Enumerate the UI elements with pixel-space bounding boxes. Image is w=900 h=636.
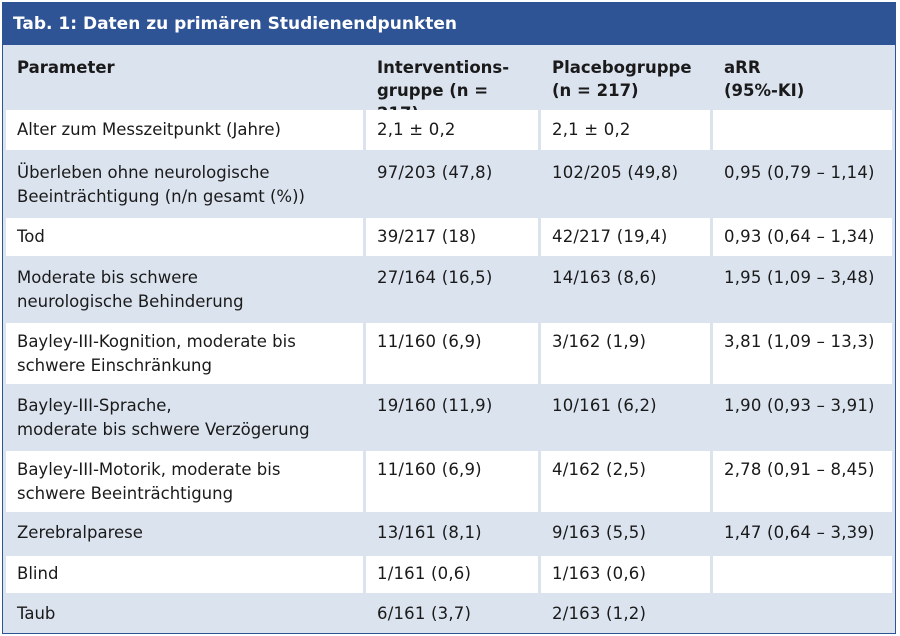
cell-placebo: 4/162 (2,5) xyxy=(541,451,710,512)
cell-placebo: 3/162 (1,9) xyxy=(541,323,710,384)
cell-placebo: 2/163 (1,2) xyxy=(541,596,710,632)
table-row xyxy=(3,218,895,256)
table-row xyxy=(3,259,895,320)
cell-placebo: 1/163 (0,6) xyxy=(541,556,710,593)
cell-arr: 1,47 (0,64 – 3,39) xyxy=(713,515,892,553)
cell-parameter: Tod xyxy=(6,218,363,256)
cell-parameter: Bayley-III-Kognition, moderate bis schwere Einschränkung xyxy=(6,323,363,384)
cell-arr: 0,95 (0,79 – 1,14) xyxy=(713,153,892,215)
cell-arr: 0,93 (0,64 – 1,34) xyxy=(713,218,892,256)
cell-arr: 3,81 (1,09 – 13,3) xyxy=(713,323,892,384)
cell-parameter: Taub xyxy=(6,596,363,632)
table-row xyxy=(3,153,895,215)
cell-parameter: Moderate bis schwere neurologische Behinderung xyxy=(6,259,363,320)
header-arr: aRR (95%-KI) xyxy=(713,45,892,107)
cell-intervention: 27/164 (16,5) xyxy=(366,259,538,320)
cell-placebo: 2,1 ± 0,2 xyxy=(541,110,710,150)
table-title: Tab. 1: Daten zu primären Studienendpunkten xyxy=(3,3,895,45)
header-placebo-group: Placebogruppe (n = 217) xyxy=(541,45,710,107)
cell-arr: 2,78 (0,91 – 8,45) xyxy=(713,451,892,512)
cell-parameter: Bayley-III-Sprache, moderate bis schwere Verzögerung xyxy=(6,387,363,448)
cell-placebo: 10/161 (6,2) xyxy=(541,387,710,448)
cell-intervention: 11/160 (6,9) xyxy=(366,451,538,512)
table-frame xyxy=(2,2,896,634)
cell-intervention: 2,1 ± 0,2 xyxy=(366,110,538,150)
cell-intervention: 97/203 (47,8) xyxy=(366,153,538,215)
table-row xyxy=(3,515,895,553)
table-row xyxy=(3,451,895,512)
table-row xyxy=(3,556,895,593)
cell-placebo: 42/217 (19,4) xyxy=(541,218,710,256)
header-intervention-group: Interventions- gruppe (n = xyxy=(366,45,538,107)
header-parameter: Parameter xyxy=(6,45,363,107)
table-header-row xyxy=(3,45,895,107)
cell-arr xyxy=(713,596,892,632)
cell-arr: 1,90 (0,93 – 3,91) xyxy=(713,387,892,448)
cell-intervention: 13/161 (8,1) xyxy=(366,515,538,553)
cell-intervention: 6/161 (3,7) xyxy=(366,596,538,632)
cell-arr xyxy=(713,556,892,593)
table-row xyxy=(3,110,895,150)
cell-intervention: 1/161 (0,6) xyxy=(366,556,538,593)
cell-parameter: Zerebralparese xyxy=(6,515,363,553)
cell-intervention: 19/160 (11,9) xyxy=(366,387,538,448)
cell-intervention: 39/217 (18) xyxy=(366,218,538,256)
table-row xyxy=(3,596,895,632)
table-row xyxy=(3,323,895,384)
table-row xyxy=(3,387,895,448)
cell-placebo: 14/163 (8,6) xyxy=(541,259,710,320)
cell-intervention: 11/160 (6,9) xyxy=(366,323,538,384)
cell-parameter: Alter zum Messzeitpunkt (Jahre) xyxy=(6,110,363,150)
cell-arr xyxy=(713,110,892,150)
cell-parameter: Blind xyxy=(6,556,363,593)
cell-arr: 1,95 (1,09 – 3,48) xyxy=(713,259,892,320)
cell-placebo: 102/205 (49,8) xyxy=(541,153,710,215)
cell-parameter: Überleben ohne neurologische Beeinträchtigung (n/n gesamt (%)) xyxy=(6,153,363,215)
cell-parameter: Bayley-III-Motorik, moderate bis schwere Beeinträchtigung xyxy=(6,451,363,512)
cell-placebo: 9/163 (5,5) xyxy=(541,515,710,553)
